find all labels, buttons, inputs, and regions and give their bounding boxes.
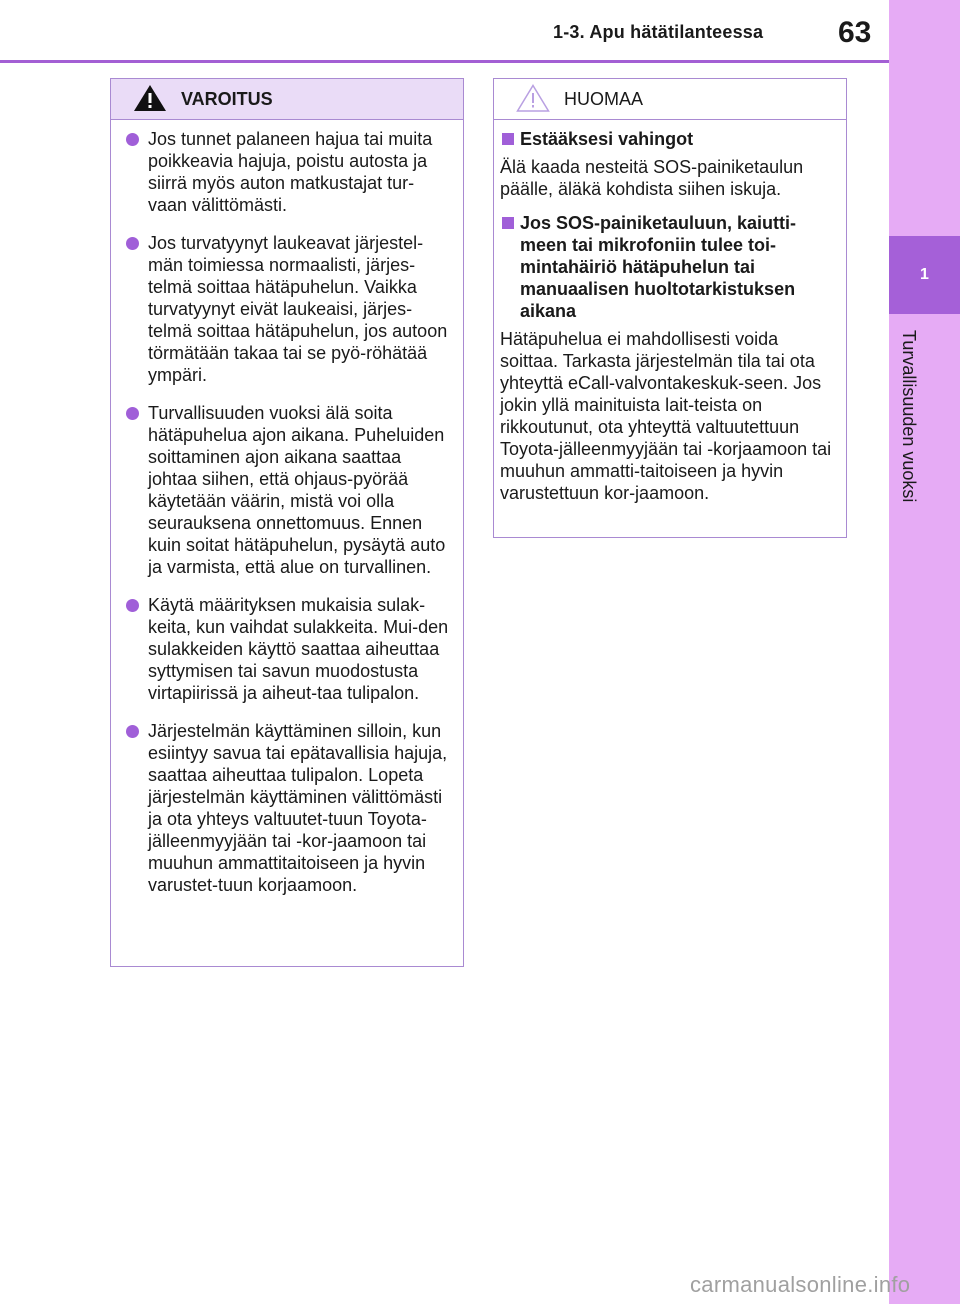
- chapter-title: Turvallisuuden vuoksi: [899, 330, 919, 503]
- bullet-dot: [126, 725, 139, 738]
- notice-text: Älä kaada nesteitä SOS-painiketaulun päälle, äläkä kohdista siihen iskuja.: [500, 157, 804, 199]
- bullet-square: [502, 133, 514, 145]
- warning-item: Jos turvatyynyt laukeavat järjestel-män toimiessa normaalisti, järjes-telmä soittaa hätäpuhelun. Vaikka turvatyynyt eivät laukeaisi, järjes-telmä soittaa hätäpuhelun, jos autoon törmätään takaa tai se pyö-röhätää ympäri.: [125, 232, 449, 386]
- warning-item: Jos tunnet palaneen hajua tai muita poikkeavia hajuja, poistu autosta ja siirrä myös auton matkustajat tur-vaan välittömästi.: [125, 128, 449, 216]
- notice-heading: Jos SOS-painiketauluun, kaiutti-meen tai mikrofoniin tulee toi-mintahäiriö hätäpuhelun tai manuaalisen huoltotarkistuksen aikana: [500, 212, 832, 322]
- page-number: 63: [838, 16, 872, 49]
- warning-item: Turvallisuuden vuoksi älä soita hätäpuhelua ajon aikana. Puheluiden soittaminen ajon aikana saattaa johtaa siihen, että ohjaus-pyörää käytetään väärin, mistä voi olla seurauksena onnettomuus. Ennen kuin soitat hätäpuhelun, pysäytä auto ja varmista, että alue on turvallinen.: [125, 402, 449, 578]
- notice-header: [494, 79, 846, 120]
- warning-header: [111, 79, 463, 120]
- watermark: carmanualsonline.info: [690, 1272, 911, 1297]
- notice-content: [494, 120, 846, 504]
- notice-title: HUOMAA: [564, 88, 644, 109]
- bullet-dot: [126, 599, 139, 612]
- warning-item: Käytä määrityksen mukaisia sulak-keita, kun vaihdat sulakkeita. Mui-den sulakkeiden käyttö saattaa aiheuttaa syttymisen tai savun muodostusta virtapiirissä ja aiheut-taa tulipalon.: [125, 594, 449, 704]
- warning-box: [110, 78, 464, 967]
- bullet-dot: [126, 133, 139, 146]
- side-tab: [889, 0, 960, 1304]
- warning-item: Järjestelmän käyttäminen silloin, kun esiintyy savua tai epätavallisia hajuja, saattaa aiheuttaa tulipalon. Lopeta järjestelmän käyttäminen välittömästi ja ota yhteys valtuutet-tuun Toyota-jälleenmyyjään tai -kor-jaamoon tai muuhun ammattitaitoiseen ja hyvin varustet-tuun korjaamoon.: [125, 720, 449, 896]
- bullet-dot: [126, 407, 139, 420]
- header-section-title: 1-3. Apu hätätilanteessa: [553, 22, 764, 42]
- header-rule: [0, 60, 889, 63]
- bullet-square: [502, 217, 514, 229]
- notice-box: [493, 78, 847, 538]
- warning-list: [111, 120, 463, 896]
- bullet-dot: [126, 237, 139, 250]
- notice-text: Hätäpuhelua ei mahdollisesti voida soittaa. Tarkasta järjestelmän tila tai ota yhteyttä eCall-valvontakeskuk-seen. Jos jokin yllä mainituista lait-teista on rikkoutunut, ota yhteyttä valtuutettuun Toyota-jälleenmyyjään tai -korjaamoon tai muuhun ammatti-taitoiseen ja hyvin varustettuun kor-jaamoon.: [500, 329, 832, 503]
- warning-triangle-filled-icon: [133, 83, 167, 113]
- warning-triangle-outline-icon: [516, 83, 550, 113]
- chapter-number: 1: [889, 236, 960, 314]
- warning-title: VAROITUS: [181, 88, 273, 109]
- notice-heading: Estääksesi vahingot: [500, 128, 832, 150]
